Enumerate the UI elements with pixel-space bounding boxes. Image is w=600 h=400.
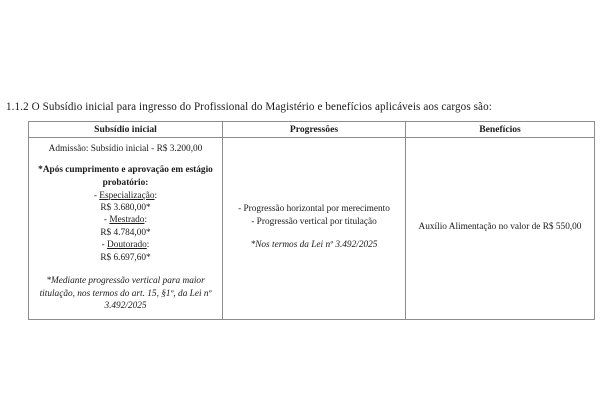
level-masters-value: R$ 4.784,00* — [100, 227, 151, 238]
column-header-beneficios: Benefícios — [406, 122, 595, 138]
column-header-progressoes: Progressões — [223, 122, 406, 138]
level-name: Especialização — [99, 190, 155, 201]
subsidio-footnote-line-3: 3.492/2025 — [104, 301, 147, 312]
level-specialization-value: R$ 3.680,00* — [100, 203, 151, 213]
level-colon: : — [154, 190, 158, 201]
level-doctorate-label — [33, 239, 218, 251]
level-name: Doutorado — [107, 240, 147, 251]
cell-progressoes — [223, 138, 406, 320]
subsidio-footnote — [33, 275, 218, 313]
level-dash: - — [103, 215, 110, 226]
probation-heading-line-1: *Após cumprimento e aprovação em estágio — [38, 165, 213, 176]
level-dash: - — [101, 240, 108, 251]
beneficio-auxilio-alimentacao: Auxílio Alimentação no valor de R$ 550,00 — [418, 222, 582, 233]
cell-subsidio-inicial — [29, 138, 223, 320]
level-doctorate-value: R$ 6.697,60* — [100, 252, 151, 263]
table-row — [29, 138, 595, 320]
subsidio-footnote-line-1: *Mediante progressão vertical para maior — [46, 276, 205, 287]
level-name: Mestrado — [109, 215, 145, 226]
level-colon: : — [144, 215, 148, 226]
cell-beneficios — [406, 138, 595, 320]
table-header-row — [29, 122, 595, 138]
level-doctorate — [33, 239, 218, 264]
probation-heading — [33, 164, 218, 189]
progressoes-footnote: *Nos termos da Lei nº 3.492/2025 — [250, 240, 378, 251]
level-dash: - — [93, 190, 100, 201]
probation-heading-line-2: probatório: — [102, 178, 149, 188]
level-specialization-label — [33, 190, 218, 202]
level-masters — [33, 214, 218, 239]
level-specialization — [33, 190, 218, 215]
admission-salary-line: Admissão: Subsídio inicial - R$ 3.200,00 — [48, 144, 203, 154]
subsidio-footnote-line-2: titulação, nos termos do art. 15, §1º, da Lei nº — [39, 288, 212, 299]
clause-paragraph: 1.1.2 O Subsídio inicial para ingresso do Profissional do Magistério e benefícios aplicáveis aos cargos são: — [6, 101, 492, 114]
column-header-subsidio-inicial: Subsídio inicial — [29, 122, 223, 138]
level-masters-label — [33, 214, 218, 226]
subsidy-benefits-table — [28, 121, 595, 320]
progressao-horizontal-line: - Progressão horizontal por merecimento — [238, 204, 390, 215]
level-colon: : — [146, 240, 150, 251]
progressao-vertical-line: - Progressão vertical por titulação — [251, 216, 377, 227]
